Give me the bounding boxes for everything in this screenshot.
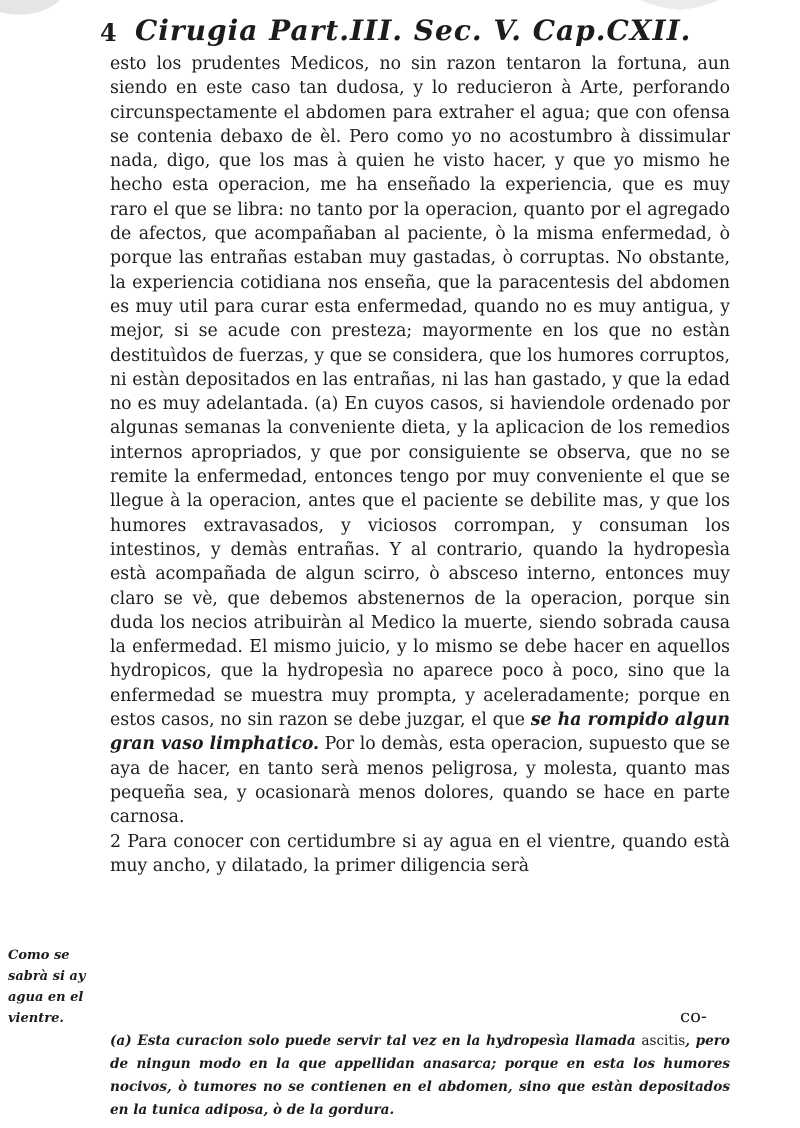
footnote-marker: (a) — [110, 1033, 132, 1049]
footnote — [110, 1030, 730, 1122]
footnote-term: ascitis — [641, 1033, 686, 1049]
italic-phrase: se ha rompido algun gran vaso limphatico. — [110, 710, 730, 755]
catchword: co- — [680, 1006, 707, 1027]
footnote-reference: (a) — [314, 394, 339, 415]
paragraph-1-end: Por lo demàs, esta operacion, supuesto que se aya de hacer, en tanto serà menos peligrosa, y molesta, quanto mas pequeña sea, y ocasionarà menos dolores, quando se hace en parte carnosa. — [110, 734, 730, 828]
paragraph-1-text: esto los prudentes Medicos, no sin razon tentaron la fortuna, aun siendo en este caso tan dudosa, y lo reducieron à Arte, perforando circunspectamente el abdomen para extraher el agua; que con ofensa se contenia debaxo de èl. Pero como yo no acostumbro à dissimular nada, digo, que los mas à quien he visto hacer, y que yo mismo he hecho esta operacion, me ha enseñado la experiencia, que es muy raro el que se libra: no tanto por la operacion, quanto por el agregado de afectos, que acompañaban al paciente, ò la misma enfermedad, ò porque las entrañas estaban muy gastadas, ò corruptas. No obstante, la experiencia cotidiana nos enseña, que la paracentesis del abdomen es muy util para curar esta enfermedad, quando no es muy antigua, y mejor, si se acude con presteza; mayormente en los que no estàn destituìdos de fuerzas, y que se considera, que los humores corruptos, ni estàn depositados en las entrañas, ni las han gastado, y que la edad no es muy adelantada. — [110, 54, 730, 415]
body-text — [110, 52, 730, 878]
running-title: Cirugia Part.III. Sec. V. Cap.CXII. — [135, 14, 692, 47]
running-header — [100, 14, 740, 52]
margin-note: Como se sabrà si ay agua en el vientre. — [8, 948, 86, 1026]
footnote-text-1: Esta curacion solo puede servir tal vez en la hydropesìa llamada — [131, 1033, 642, 1049]
paragraph-2-text: 2 Para conocer con certidumbre si ay agua en el vientre, quando està muy ancho, y dilatado, la primer diligencia serà — [110, 831, 730, 876]
page-number: 4 — [100, 18, 117, 47]
paragraph-1-continued: En cuyos casos, si haviendole ordenado por algunas semanas la conveniente dieta, y la aplicacion de los remedios internos apropriados, y que por consiguiente se observa, que no se remite la enfermedad, entonces tengo por muy conveniente el que se llegue à la operacion, antes que el paciente se debilite mas, y que los humores extravasados, y viciosos corrompan, y consuman los intestinos, y demàs entrañas. Y al contrario, quando la hydropesìa està acompañada de algun scirro, ò absceso interno, entonces muy claro se vè, que debemos abstenernos de la operacion, porque sin duda los necios atribuiràn al Medico la muerte, siendo sobrada causa la enfermedad. El mismo juicio, y lo mismo se debe hacer en aquellos hydropicos, que la hydropesìa no aparece poco à poco, sino que la enfermedad se muestra muy prompta, y aceleradamente; porque en estos casos, no sin razon se debe juzgar, el que — [110, 394, 730, 731]
footnote-text-2: , pero de ningun modo en la que appellidan anasarca; porque en esta los humores nocivos, ò tumores no se contienen en el abdomen, sino que estàn depositados en la tunica adiposa, ò de la gordura. — [110, 1033, 730, 1118]
